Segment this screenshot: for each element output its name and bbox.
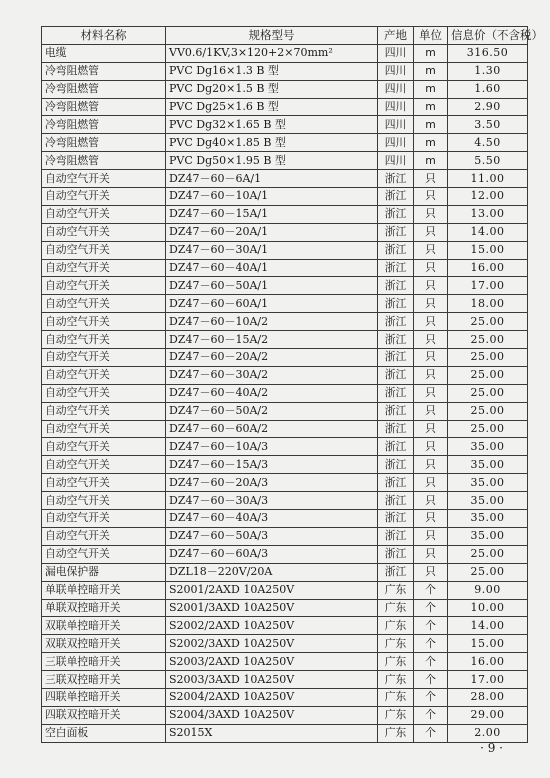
cell-unit: 只 bbox=[414, 241, 448, 259]
cell-price: 28.00 bbox=[448, 688, 528, 706]
cell-unit: 只 bbox=[414, 384, 448, 402]
cell-spec-model: S2002/2AXD 10A250V bbox=[166, 617, 378, 635]
table-row bbox=[42, 223, 528, 241]
cell-material-name: 漏电保护器 bbox=[42, 563, 166, 581]
price-table bbox=[41, 26, 543, 743]
cell-price: 16.00 bbox=[448, 653, 528, 671]
cell-origin: 广东 bbox=[378, 599, 414, 617]
cell-unit: 个 bbox=[414, 635, 448, 653]
cell-origin: 广东 bbox=[378, 635, 414, 653]
cell-origin: 四川 bbox=[378, 98, 414, 116]
cell-spec-model: S2003/3AXD 10A250V bbox=[166, 671, 378, 689]
cell-origin: 四川 bbox=[378, 44, 414, 62]
cell-material-name: 自动空气开关 bbox=[42, 277, 166, 295]
cell-material-name: 自动空气开关 bbox=[42, 331, 166, 349]
cell-unit: 只 bbox=[414, 331, 448, 349]
cell-material-name: 自动空气开关 bbox=[42, 438, 166, 456]
cell-spec-model: DZ47－60－50A/1 bbox=[166, 277, 378, 295]
cell-unit: 只 bbox=[414, 366, 448, 384]
table-row bbox=[42, 295, 528, 313]
cell-unit: m bbox=[414, 44, 448, 62]
cell-unit: m bbox=[414, 134, 448, 152]
table-row bbox=[42, 474, 528, 492]
cell-spec-model: S2002/3AXD 10A250V bbox=[166, 635, 378, 653]
cell-unit: m bbox=[414, 98, 448, 116]
cell-price: 3.50 bbox=[448, 116, 528, 134]
cell-material-name: 自动空气开关 bbox=[42, 241, 166, 259]
header-spec-model: 规格型号 bbox=[166, 27, 378, 45]
cell-unit: 只 bbox=[414, 545, 448, 563]
cell-unit: 只 bbox=[414, 474, 448, 492]
cell-price: 316.50 bbox=[448, 44, 528, 62]
cell-spec-model: DZ47－60－40A/1 bbox=[166, 259, 378, 277]
table-row bbox=[42, 456, 528, 474]
cell-material-name: 自动空气开关 bbox=[42, 170, 166, 188]
cell-spec-model: PVC Dg25×1.6 B 型 bbox=[166, 98, 378, 116]
table-row bbox=[42, 653, 528, 671]
cell-origin: 四川 bbox=[378, 134, 414, 152]
cell-origin: 浙江 bbox=[378, 295, 414, 313]
cell-origin: 浙江 bbox=[378, 259, 414, 277]
table-row bbox=[42, 152, 528, 170]
cell-origin: 浙江 bbox=[378, 313, 414, 331]
cell-price: 25.00 bbox=[448, 563, 528, 581]
cell-unit: 只 bbox=[414, 188, 448, 206]
cell-unit: m bbox=[414, 80, 448, 98]
cell-unit: 只 bbox=[414, 170, 448, 188]
cell-spec-model: DZ47－60－6A/1 bbox=[166, 170, 378, 188]
cell-unit: 个 bbox=[414, 671, 448, 689]
cell-origin: 广东 bbox=[378, 581, 414, 599]
cell-material-name: 双联单控暗开关 bbox=[42, 617, 166, 635]
cell-spec-model: PVC Dg50×1.95 B 型 bbox=[166, 152, 378, 170]
cell-unit: 只 bbox=[414, 563, 448, 581]
table-row bbox=[42, 671, 528, 689]
cell-spec-model: S2004/2AXD 10A250V bbox=[166, 688, 378, 706]
cell-unit: 个 bbox=[414, 581, 448, 599]
cell-unit: m bbox=[414, 62, 448, 80]
cell-price: 4.50 bbox=[448, 134, 528, 152]
table-row bbox=[42, 402, 528, 420]
cell-origin: 浙江 bbox=[378, 545, 414, 563]
cell-price: 5.50 bbox=[448, 152, 528, 170]
cell-material-name: 冷弯阻燃管 bbox=[42, 116, 166, 134]
cell-material-name: 自动空气开关 bbox=[42, 366, 166, 384]
cell-origin: 广东 bbox=[378, 706, 414, 724]
cell-unit: 只 bbox=[414, 402, 448, 420]
cell-spec-model: DZ47－60－50A/2 bbox=[166, 402, 378, 420]
cell-origin: 广东 bbox=[378, 671, 414, 689]
cell-material-name: 自动空气开关 bbox=[42, 545, 166, 563]
cell-spec-model: VV0.6/1KV,3×120+2×70mm² bbox=[166, 44, 378, 62]
cell-spec-model: DZ47－60－50A/3 bbox=[166, 527, 378, 545]
cell-material-name: 自动空气开关 bbox=[42, 313, 166, 331]
cell-spec-model: PVC Dg20×1.5 B 型 bbox=[166, 80, 378, 98]
cell-price: 25.00 bbox=[448, 366, 528, 384]
cell-material-name: 空白面板 bbox=[42, 724, 166, 742]
cell-material-name: 冷弯阻燃管 bbox=[42, 80, 166, 98]
cell-price: 2.00 bbox=[448, 724, 528, 742]
cell-material-name: 冷弯阻燃管 bbox=[42, 62, 166, 80]
table-row bbox=[42, 170, 528, 188]
cell-unit: 只 bbox=[414, 349, 448, 367]
cell-price: 15.00 bbox=[448, 241, 528, 259]
cell-unit: 个 bbox=[414, 724, 448, 742]
table-row bbox=[42, 581, 528, 599]
cell-price: 17.00 bbox=[448, 671, 528, 689]
cell-price: 35.00 bbox=[448, 438, 528, 456]
cell-price: 12.00 bbox=[448, 188, 528, 206]
cell-material-name: 四联双控暗开关 bbox=[42, 706, 166, 724]
cell-origin: 浙江 bbox=[378, 366, 414, 384]
cell-price: 35.00 bbox=[448, 492, 528, 510]
cell-origin: 浙江 bbox=[378, 188, 414, 206]
cell-price: 15.00 bbox=[448, 635, 528, 653]
cell-spec-model: DZ47－60－15A/2 bbox=[166, 331, 378, 349]
table-body bbox=[42, 44, 528, 742]
cell-material-name: 单联双控暗开关 bbox=[42, 599, 166, 617]
cell-unit: 只 bbox=[414, 205, 448, 223]
page-number: · 9 · bbox=[480, 741, 503, 755]
cell-spec-model: DZ47－60－10A/3 bbox=[166, 438, 378, 456]
table-row bbox=[42, 688, 528, 706]
table-row bbox=[42, 116, 528, 134]
cell-unit: 个 bbox=[414, 688, 448, 706]
cell-spec-model: PVC Dg32×1.65 B 型 bbox=[166, 116, 378, 134]
cell-origin: 浙江 bbox=[378, 331, 414, 349]
table-row bbox=[42, 563, 528, 581]
cell-price: 1.60 bbox=[448, 80, 528, 98]
cell-unit: 只 bbox=[414, 313, 448, 331]
cell-spec-model: DZ47－60－15A/1 bbox=[166, 205, 378, 223]
cell-unit: 只 bbox=[414, 420, 448, 438]
cell-spec-model: PVC Dg16×1.3 B 型 bbox=[166, 62, 378, 80]
cell-spec-model: DZ47－60－30A/3 bbox=[166, 492, 378, 510]
table-row bbox=[42, 366, 528, 384]
cell-price: 13.00 bbox=[448, 205, 528, 223]
cell-origin: 四川 bbox=[378, 62, 414, 80]
cell-spec-model: DZ47－60－60A/2 bbox=[166, 420, 378, 438]
cell-unit: 只 bbox=[414, 438, 448, 456]
table-row bbox=[42, 134, 528, 152]
cell-material-name: 双联双控暗开关 bbox=[42, 635, 166, 653]
cell-material-name: 自动空气开关 bbox=[42, 527, 166, 545]
cell-spec-model: S2004/3AXD 10A250V bbox=[166, 706, 378, 724]
cell-origin: 广东 bbox=[378, 617, 414, 635]
cell-origin: 浙江 bbox=[378, 241, 414, 259]
table-row bbox=[42, 635, 528, 653]
cell-price: 25.00 bbox=[448, 313, 528, 331]
table-row bbox=[42, 724, 528, 742]
cell-unit: 只 bbox=[414, 223, 448, 241]
cell-material-name: 自动空气开关 bbox=[42, 223, 166, 241]
cell-origin: 浙江 bbox=[378, 277, 414, 295]
table-row bbox=[42, 277, 528, 295]
cell-origin: 浙江 bbox=[378, 420, 414, 438]
cell-price: 25.00 bbox=[448, 420, 528, 438]
cell-price: 2.90 bbox=[448, 98, 528, 116]
header-unit: 单位 bbox=[414, 27, 448, 45]
cell-unit: 只 bbox=[414, 259, 448, 277]
cell-material-name: 自动空气开关 bbox=[42, 420, 166, 438]
cell-price: 35.00 bbox=[448, 456, 528, 474]
table-row bbox=[42, 545, 528, 563]
header-material-name: 材料名称 bbox=[42, 27, 166, 45]
cell-spec-model: DZ47－60－15A/3 bbox=[166, 456, 378, 474]
table-row bbox=[42, 384, 528, 402]
cell-unit: 个 bbox=[414, 653, 448, 671]
cell-price: 29.00 bbox=[448, 706, 528, 724]
cell-unit: m bbox=[414, 152, 448, 170]
cell-spec-model: DZ47－60－30A/1 bbox=[166, 241, 378, 259]
table-row bbox=[42, 349, 528, 367]
cell-material-name: 自动空气开关 bbox=[42, 402, 166, 420]
cell-material-name: 电缆 bbox=[42, 44, 166, 62]
table-row bbox=[42, 527, 528, 545]
cell-spec-model: S2001/2AXD 10A250V bbox=[166, 581, 378, 599]
cell-material-name: 自动空气开关 bbox=[42, 205, 166, 223]
cell-price: 25.00 bbox=[448, 402, 528, 420]
cell-material-name: 自动空气开关 bbox=[42, 456, 166, 474]
cell-origin: 浙江 bbox=[378, 438, 414, 456]
cell-price: 1.30 bbox=[448, 62, 528, 80]
table-row bbox=[42, 80, 528, 98]
cell-unit: 个 bbox=[414, 706, 448, 724]
table-row bbox=[42, 313, 528, 331]
cell-unit: 个 bbox=[414, 617, 448, 635]
cell-origin: 浙江 bbox=[378, 510, 414, 528]
cell-spec-model: DZ47－60－20A/2 bbox=[166, 349, 378, 367]
table-row bbox=[42, 259, 528, 277]
cell-material-name: 三联单控暗开关 bbox=[42, 653, 166, 671]
table-row bbox=[42, 420, 528, 438]
cell-spec-model: DZ47－60－40A/3 bbox=[166, 510, 378, 528]
table-row bbox=[42, 62, 528, 80]
cell-origin: 浙江 bbox=[378, 474, 414, 492]
cell-price: 35.00 bbox=[448, 527, 528, 545]
table-header-row bbox=[42, 27, 528, 45]
cell-unit: 只 bbox=[414, 277, 448, 295]
cell-material-name: 自动空气开关 bbox=[42, 259, 166, 277]
table-row bbox=[42, 205, 528, 223]
cell-origin: 广东 bbox=[378, 688, 414, 706]
cell-material-name: 自动空气开关 bbox=[42, 492, 166, 510]
cell-price: 25.00 bbox=[448, 349, 528, 367]
cell-spec-model: DZ47－60－10A/2 bbox=[166, 313, 378, 331]
cell-price: 14.00 bbox=[448, 617, 528, 635]
cell-spec-model: DZ47－60－30A/2 bbox=[166, 366, 378, 384]
table-row bbox=[42, 617, 528, 635]
cell-material-name: 自动空气开关 bbox=[42, 474, 166, 492]
table-row bbox=[42, 98, 528, 116]
cell-material-name: 自动空气开关 bbox=[42, 188, 166, 206]
cell-price: 25.00 bbox=[448, 331, 528, 349]
cell-origin: 浙江 bbox=[378, 527, 414, 545]
cell-price: 25.00 bbox=[448, 545, 528, 563]
cell-price: 25.00 bbox=[448, 384, 528, 402]
cell-unit: m bbox=[414, 116, 448, 134]
cell-price: 35.00 bbox=[448, 510, 528, 528]
header-origin: 产地 bbox=[378, 27, 414, 45]
cell-material-name: 三联双控暗开关 bbox=[42, 671, 166, 689]
cell-origin: 浙江 bbox=[378, 223, 414, 241]
cell-material-name: 自动空气开关 bbox=[42, 510, 166, 528]
cell-origin: 浙江 bbox=[378, 492, 414, 510]
cell-spec-model: S2001/3AXD 10A250V bbox=[166, 599, 378, 617]
cell-price: 17.00 bbox=[448, 277, 528, 295]
table-row bbox=[42, 331, 528, 349]
table-row bbox=[42, 510, 528, 528]
cell-origin: 浙江 bbox=[378, 205, 414, 223]
cell-material-name: 四联单控暗开关 bbox=[42, 688, 166, 706]
table-row bbox=[42, 492, 528, 510]
cell-price: 35.00 bbox=[448, 474, 528, 492]
cell-origin: 四川 bbox=[378, 80, 414, 98]
cell-price: 18.00 bbox=[448, 295, 528, 313]
cell-unit: 只 bbox=[414, 456, 448, 474]
cell-origin: 浙江 bbox=[378, 456, 414, 474]
cell-spec-model: DZ47－60－60A/1 bbox=[166, 295, 378, 313]
cell-material-name: 自动空气开关 bbox=[42, 349, 166, 367]
cell-price: 10.00 bbox=[448, 599, 528, 617]
cell-material-name: 冷弯阻燃管 bbox=[42, 134, 166, 152]
cell-unit: 只 bbox=[414, 527, 448, 545]
cell-spec-model: DZL18－220V/20A bbox=[166, 563, 378, 581]
cell-origin: 广东 bbox=[378, 653, 414, 671]
table-row bbox=[42, 438, 528, 456]
cell-unit: 只 bbox=[414, 492, 448, 510]
cell-spec-model: DZ47－60－60A/3 bbox=[166, 545, 378, 563]
cell-spec-model: DZ47－60－20A/3 bbox=[166, 474, 378, 492]
table-row bbox=[42, 44, 528, 62]
table-row bbox=[42, 241, 528, 259]
cell-unit: 只 bbox=[414, 295, 448, 313]
cell-spec-model: S2015X bbox=[166, 724, 378, 742]
cell-spec-model: DZ47－60－10A/1 bbox=[166, 188, 378, 206]
cell-material-name: 自动空气开关 bbox=[42, 384, 166, 402]
cell-origin: 浙江 bbox=[378, 402, 414, 420]
cell-unit: 只 bbox=[414, 510, 448, 528]
cell-origin: 浙江 bbox=[378, 384, 414, 402]
cell-origin: 浙江 bbox=[378, 349, 414, 367]
cell-origin: 广东 bbox=[378, 724, 414, 742]
cell-price: 11.00 bbox=[448, 170, 528, 188]
cell-price: 16.00 bbox=[448, 259, 528, 277]
cell-spec-model: DZ47－60－40A/2 bbox=[166, 384, 378, 402]
table-row bbox=[42, 599, 528, 617]
table-row bbox=[42, 706, 528, 724]
cell-spec-model: S2003/2AXD 10A250V bbox=[166, 653, 378, 671]
cell-price: 14.00 bbox=[448, 223, 528, 241]
cell-spec-model: PVC Dg40×1.85 B 型 bbox=[166, 134, 378, 152]
cell-origin: 浙江 bbox=[378, 563, 414, 581]
table-row bbox=[42, 188, 528, 206]
cell-origin: 浙江 bbox=[378, 170, 414, 188]
cell-origin: 四川 bbox=[378, 116, 414, 134]
header-info-price: 信息价（不含税） bbox=[448, 27, 528, 45]
cell-spec-model: DZ47－60－20A/1 bbox=[166, 223, 378, 241]
cell-material-name: 单联单控暗开关 bbox=[42, 581, 166, 599]
cell-unit: 个 bbox=[414, 599, 448, 617]
cell-material-name: 冷弯阻燃管 bbox=[42, 152, 166, 170]
cell-material-name: 自动空气开关 bbox=[42, 295, 166, 313]
cell-material-name: 冷弯阻燃管 bbox=[42, 98, 166, 116]
cell-origin: 四川 bbox=[378, 152, 414, 170]
cell-price: 9.00 bbox=[448, 581, 528, 599]
